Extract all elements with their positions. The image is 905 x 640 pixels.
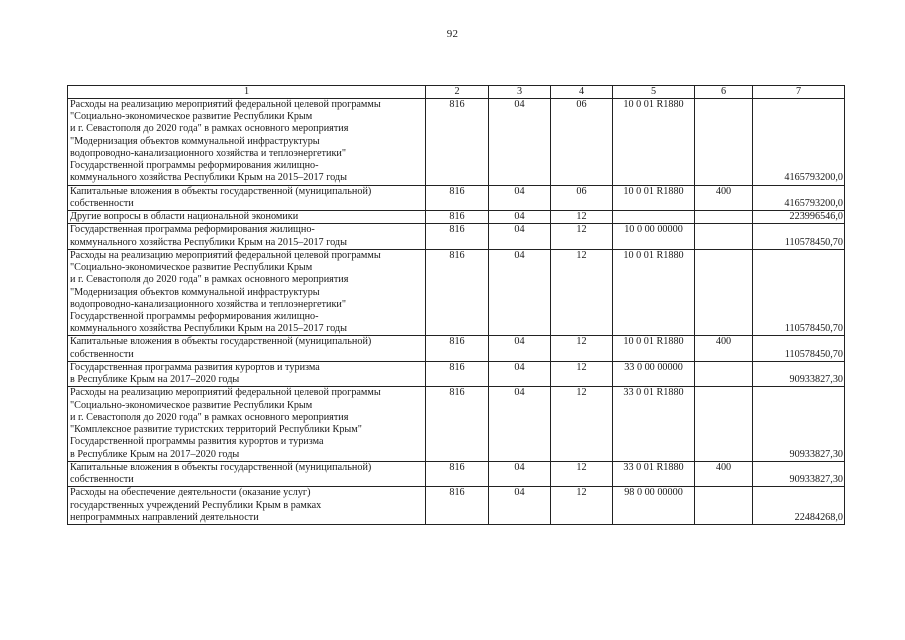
subsection-code-cell: 12	[551, 387, 613, 461]
amount-cell: 90933827,30	[753, 387, 845, 461]
subsection-code-cell: 12	[551, 211, 613, 224]
ministry-code-cell: 816	[426, 185, 489, 210]
description-cell: Расходы на реализацию мероприятий федеральной целевой программы "Социально-экономическое развитие Республики Крым и г. Севастополя до 2020 года" в рамках основного мероприятия "Модернизация объектов коммунальной инфраструктуры водопроводно-канализационного хозяйства и теплоэнергетики" Государственной программы реформирования жилищно- коммунального хозяйства Республики Крым на 2015–2017 годы	[68, 99, 426, 186]
table-row	[68, 487, 845, 525]
table-row	[68, 336, 845, 361]
section-code-cell: 04	[489, 461, 551, 486]
column-header: 4	[551, 86, 613, 99]
section-code-cell: 04	[489, 249, 551, 336]
description-cell: Государственная программа реформирования жилищно- коммунального хозяйства Республики Крым на 2015–2017 годы	[68, 224, 426, 249]
ministry-code-cell: 816	[426, 336, 489, 361]
page-number: 92	[446, 28, 459, 40]
target-article-cell: 10 0 01 R1880	[613, 185, 695, 210]
expense-type-cell	[695, 361, 753, 386]
description-cell: Капитальные вложения в объекты государственной (муниципальной) собственности	[68, 336, 426, 361]
target-article-cell: 10 0 00 00000	[613, 224, 695, 249]
target-article-cell: 33 0 01 R1880	[613, 387, 695, 461]
ministry-code-cell: 816	[426, 461, 489, 486]
description-cell: Капитальные вложения в объекты государственной (муниципальной) собственности	[68, 461, 426, 486]
budget-table	[67, 85, 845, 525]
table-row	[68, 99, 845, 186]
description-cell: Государственная программа развития курортов и туризма в Республике Крым на 2017–2020 годы	[68, 361, 426, 386]
column-header: 2	[426, 86, 489, 99]
amount-cell: 4165793200,0	[753, 185, 845, 210]
section-code-cell: 04	[489, 185, 551, 210]
ministry-code-cell: 816	[426, 387, 489, 461]
section-code-cell: 04	[489, 99, 551, 186]
table-body	[68, 99, 845, 525]
column-header: 5	[613, 86, 695, 99]
target-article-cell: 33 0 00 00000	[613, 361, 695, 386]
section-code-cell: 04	[489, 387, 551, 461]
amount-cell: 90933827,30	[753, 461, 845, 486]
column-header: 7	[753, 86, 845, 99]
expense-type-cell	[695, 387, 753, 461]
expense-type-cell	[695, 487, 753, 525]
table-row	[68, 211, 845, 224]
target-article-cell: 98 0 00 00000	[613, 487, 695, 525]
ministry-code-cell: 816	[426, 224, 489, 249]
column-header: 1	[68, 86, 426, 99]
column-header: 3	[489, 86, 551, 99]
ministry-code-cell: 816	[426, 99, 489, 186]
expense-type-cell	[695, 99, 753, 186]
subsection-code-cell: 12	[551, 461, 613, 486]
target-article-cell: 33 0 01 R1880	[613, 461, 695, 486]
header-row	[68, 86, 845, 99]
expense-type-cell	[695, 249, 753, 336]
subsection-code-cell: 12	[551, 361, 613, 386]
table-row	[68, 185, 845, 210]
expense-type-cell: 400	[695, 461, 753, 486]
description-cell: Расходы на обеспечение деятельности (оказание услуг) государственных учреждений Республики Крым в рамках непрограммных направлений деятельности	[68, 487, 426, 525]
table-row	[68, 387, 845, 461]
amount-cell: 22484268,0	[753, 487, 845, 525]
amount-cell: 223996546,0	[753, 211, 845, 224]
section-code-cell: 04	[489, 224, 551, 249]
description-cell: Расходы на реализацию мероприятий федеральной целевой программы "Социально-экономическое развитие Республики Крым и г. Севастополя до 2020 года" в рамках основного мероприятия "Комплексное развитие туристских территорий Республики Крым" Государственной программы развития курортов и туризма в Республике Крым на 2017–2020 годы	[68, 387, 426, 461]
expense-type-cell	[695, 211, 753, 224]
subsection-code-cell: 12	[551, 224, 613, 249]
target-article-cell	[613, 211, 695, 224]
subsection-code-cell: 06	[551, 185, 613, 210]
table-row	[68, 249, 845, 336]
expense-type-cell: 400	[695, 185, 753, 210]
expense-type-cell: 400	[695, 336, 753, 361]
target-article-cell: 10 0 01 R1880	[613, 249, 695, 336]
table-row	[68, 361, 845, 386]
section-code-cell: 04	[489, 361, 551, 386]
amount-cell: 110578450,70	[753, 336, 845, 361]
description-cell: Расходы на реализацию мероприятий федеральной целевой программы "Социально-экономическое развитие Республики Крым и г. Севастополя до 2020 года" в рамках основного мероприятия "Модернизация объектов коммунальной инфраструктуры водопроводно-канализационного хозяйства и теплоэнергетики" Государственной программы реформирования жилищно- коммунального хозяйства Республики Крым на 2015–2017 годы	[68, 249, 426, 336]
column-header: 6	[695, 86, 753, 99]
ministry-code-cell: 816	[426, 249, 489, 336]
table-row	[68, 224, 845, 249]
amount-cell: 90933827,30	[753, 361, 845, 386]
ministry-code-cell: 816	[426, 487, 489, 525]
section-code-cell: 04	[489, 487, 551, 525]
amount-cell: 110578450,70	[753, 224, 845, 249]
section-code-cell: 04	[489, 336, 551, 361]
ministry-code-cell: 816	[426, 211, 489, 224]
subsection-code-cell: 12	[551, 249, 613, 336]
subsection-code-cell: 12	[551, 336, 613, 361]
amount-cell: 110578450,70	[753, 249, 845, 336]
table-row	[68, 461, 845, 486]
amount-cell: 4165793200,0	[753, 99, 845, 186]
expense-type-cell	[695, 224, 753, 249]
target-article-cell: 10 0 01 R1880	[613, 99, 695, 186]
section-code-cell: 04	[489, 211, 551, 224]
subsection-code-cell: 12	[551, 487, 613, 525]
target-article-cell: 10 0 01 R1880	[613, 336, 695, 361]
subsection-code-cell: 06	[551, 99, 613, 186]
ministry-code-cell: 816	[426, 361, 489, 386]
description-cell: Капитальные вложения в объекты государственной (муниципальной) собственности	[68, 185, 426, 210]
description-cell: Другие вопросы в области национальной экономики	[68, 211, 426, 224]
